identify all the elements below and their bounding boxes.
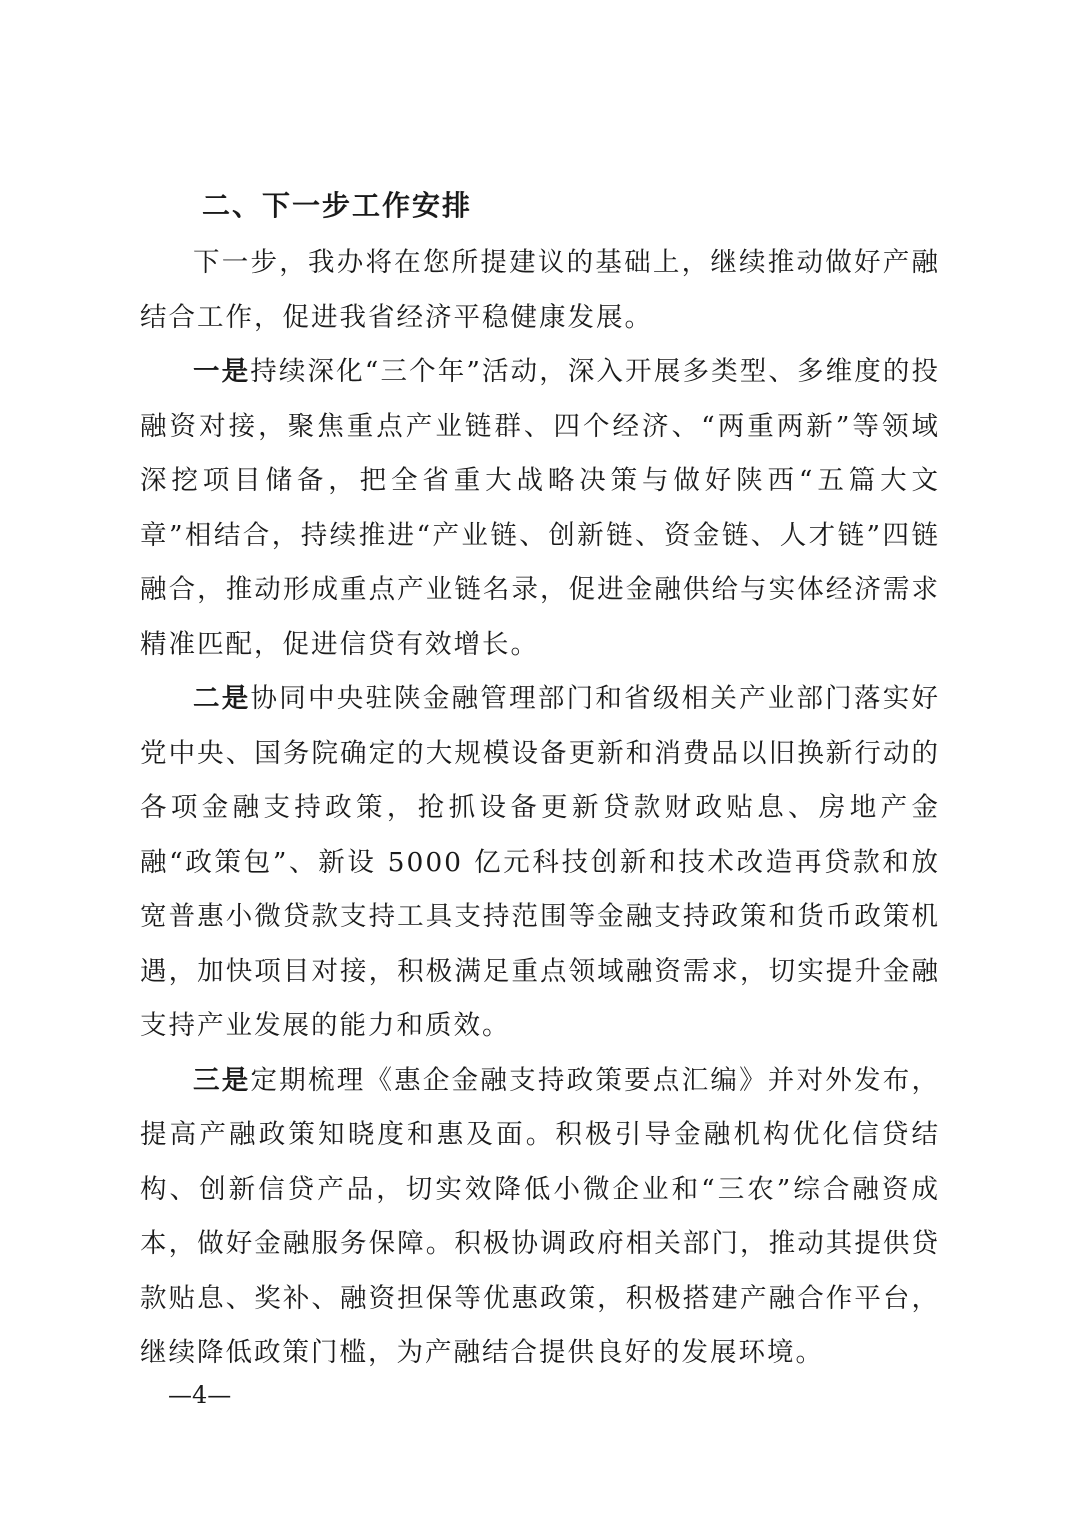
paragraph-item-3: [140, 1054, 940, 1381]
paragraph-text: 持续深化“三个年”活动，深入开展多类型、多维度的投融资对接，聚焦重点产业链群、四个经济、“两重两新”等领域深挖项目储备，把全省重大战略决策与做好陕西“五篇大文章”相结合，持续推进“产业链、创新链、资金链、人才链”四链融合，推动形成重点产业链名录，促进金融供给与实体经济需求精准匹配，促进信贷有效增长。: [140, 356, 940, 660]
document-page: [140, 180, 940, 1381]
paragraph-text: 协同中央驻陕金融管理部门和省级相关产业部门落实好党中央、国务院确定的大规模设备更新和消费品以旧换新行动的各项金融支持政策，抢抓设备更新贷款财政贴息、房地产金融“政策包”、新设 5000 亿元科技创新和技术改造再贷款和放宽普惠小微贷款支持工具支持范围等金融支持政策和货币政策机遇，加快项目对接，积极满足重点领域融资需求，切实提升金融支持产业发展的能力和质效。: [140, 683, 941, 1041]
paragraph-intro: [140, 236, 940, 345]
paragraph-lead: 二是: [193, 683, 251, 714]
page-number: —4—: [168, 1381, 232, 1409]
paragraph-lead: 三是: [193, 1064, 251, 1096]
paragraph-item-1: [140, 345, 940, 672]
paragraph-lead: 一是: [193, 356, 251, 387]
paragraph-text: 下一步，我办将在您所提建议的基础上，继续推动做好产融结合工作，促进我省经济平稳健康发展。: [140, 247, 940, 333]
paragraph-text: 定期梳理《惠企金融支持政策要点汇编》并对外发布，提高产融政策知晓度和惠及面。积极引导金融机构优化信贷结构、创新信贷产品，切实效降低小微企业和“三农”综合融资成本，做好金融服务保障。积极协调政府相关部门，推动其提供贷款贴息、奖补、融资担保等优惠政策，积极搭建产融合作平台，继续降低政策门槛，为产融结合提供良好的发展环境。: [140, 1064, 941, 1368]
section-heading: 二、下一步工作安排: [202, 189, 473, 222]
paragraph-item-2: [140, 672, 940, 1054]
